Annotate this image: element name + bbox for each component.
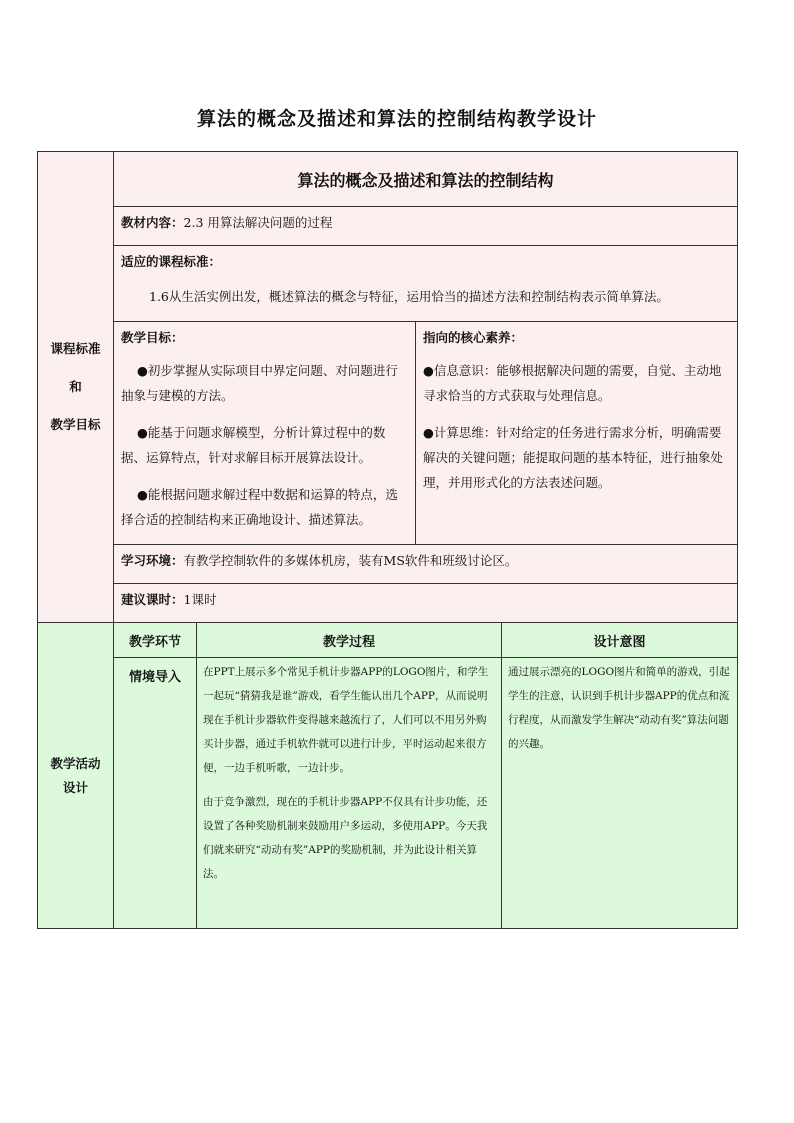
document-title: 算法的概念及描述和算法的控制结构教学设计 [196, 108, 597, 130]
curriculum-standard-row: 适应的课程标准： 1.6从生活实例出发，概述算法的概念与特征，运用恰当的描述方法和控制结构表示简单算法。 [114, 246, 738, 322]
section1-side-label: 课程标准 和 教学目标 [38, 152, 114, 623]
lesson-plan-table [37, 151, 738, 929]
goal-item: ●能根据问题求解过程中数据和运算的特点，选择合适的控制结构来正确地设计、描述算法。 [121, 487, 398, 527]
goal-item: ●初步掌握从实际项目中界定问题、对问题进行抽象与建模的方法。 [121, 363, 398, 403]
header-process: 教学过程 [197, 623, 502, 658]
teaching-goals: 教学目标： ●初步掌握从实际项目中界定问题、对问题进行抽象与建模的方法。 ●能基于问题求解模型，分析计算过程中的数据、运算特点，针对求解目标开展算法设计。 ●能根据问题求解过程中数据和运算的特点，选择合适的控制结构来正确地设计、描述算法。 [114, 322, 416, 545]
header-intent: 设计意图 [502, 623, 738, 658]
environment-row: 学习环境：有教学控制软件的多媒体机房，装有MS软件和班级讨论区。 [114, 545, 738, 584]
literacy-item: ●计算思维：针对给定的任务进行需求分析，明确需要解决的关键问题；能提取问题的基本特征，进行抽象处理，并用形式化的方法表述问题。 [423, 425, 724, 490]
header-stage: 教学环节 [114, 623, 197, 658]
material-row: 教材内容：2.3 用算法解决问题的过程 [114, 207, 738, 246]
intent-text: 通过展示漂亮的LOGO图片和简单的游戏，引起学生的注意，认识到手机计步器APP的优点和流行程度，从而激发学生解决“动动有奖”算法问题的兴趣。 [502, 658, 738, 929]
hours-row: 建议课时：1课时 [114, 584, 738, 623]
process-text [197, 658, 502, 929]
section2-side-label: 教学活动 设计 [38, 623, 114, 929]
literacy-item: ●信息意识：能够根据解决问题的需要，自觉、主动地寻求恰当的方式获取与处理信息。 [423, 363, 722, 403]
goal-item: ●能基于问题求解模型，分析计算过程中的数据、运算特点，针对求解目标开展算法设计。 [121, 425, 386, 465]
process-paragraph: 在PPT上展示多个常见手机计步器APP的LOGO图片，和学生一起玩“猜猜我是谁”游戏，看学生能认出几个APP，从而说明现在手机计步器软件变得越来越流行了，人们可以不用另外购买计步器，通过手机软件就可以进行计步，平时运动起来很方便，一边手机听歌，一边计步。 [203, 666, 489, 774]
lesson-title: 算法的概念及描述和算法的控制结构 [114, 152, 738, 207]
process-paragraph: 由于竞争激烈，现在的手机计步器APP不仅具有计步功能，还设置了各种奖励机制来鼓励用户多运动，多使用APP。今天我们就来研究“动动有奖”APP的奖励机制，并为此设计相关算法。 [203, 796, 488, 880]
core-literacy: 指向的核心素养： ●信息意识：能够根据解决问题的需要，自觉、主动地寻求恰当的方式获取与处理信息。 ●计算思维：针对给定的任务进行需求分析，明确需要解决的关键问题；能提取问题的基本特征，进行抽象处理，并用形式化的方法表述问题。 [416, 322, 738, 545]
stage-label: 情境导入 [114, 658, 197, 929]
